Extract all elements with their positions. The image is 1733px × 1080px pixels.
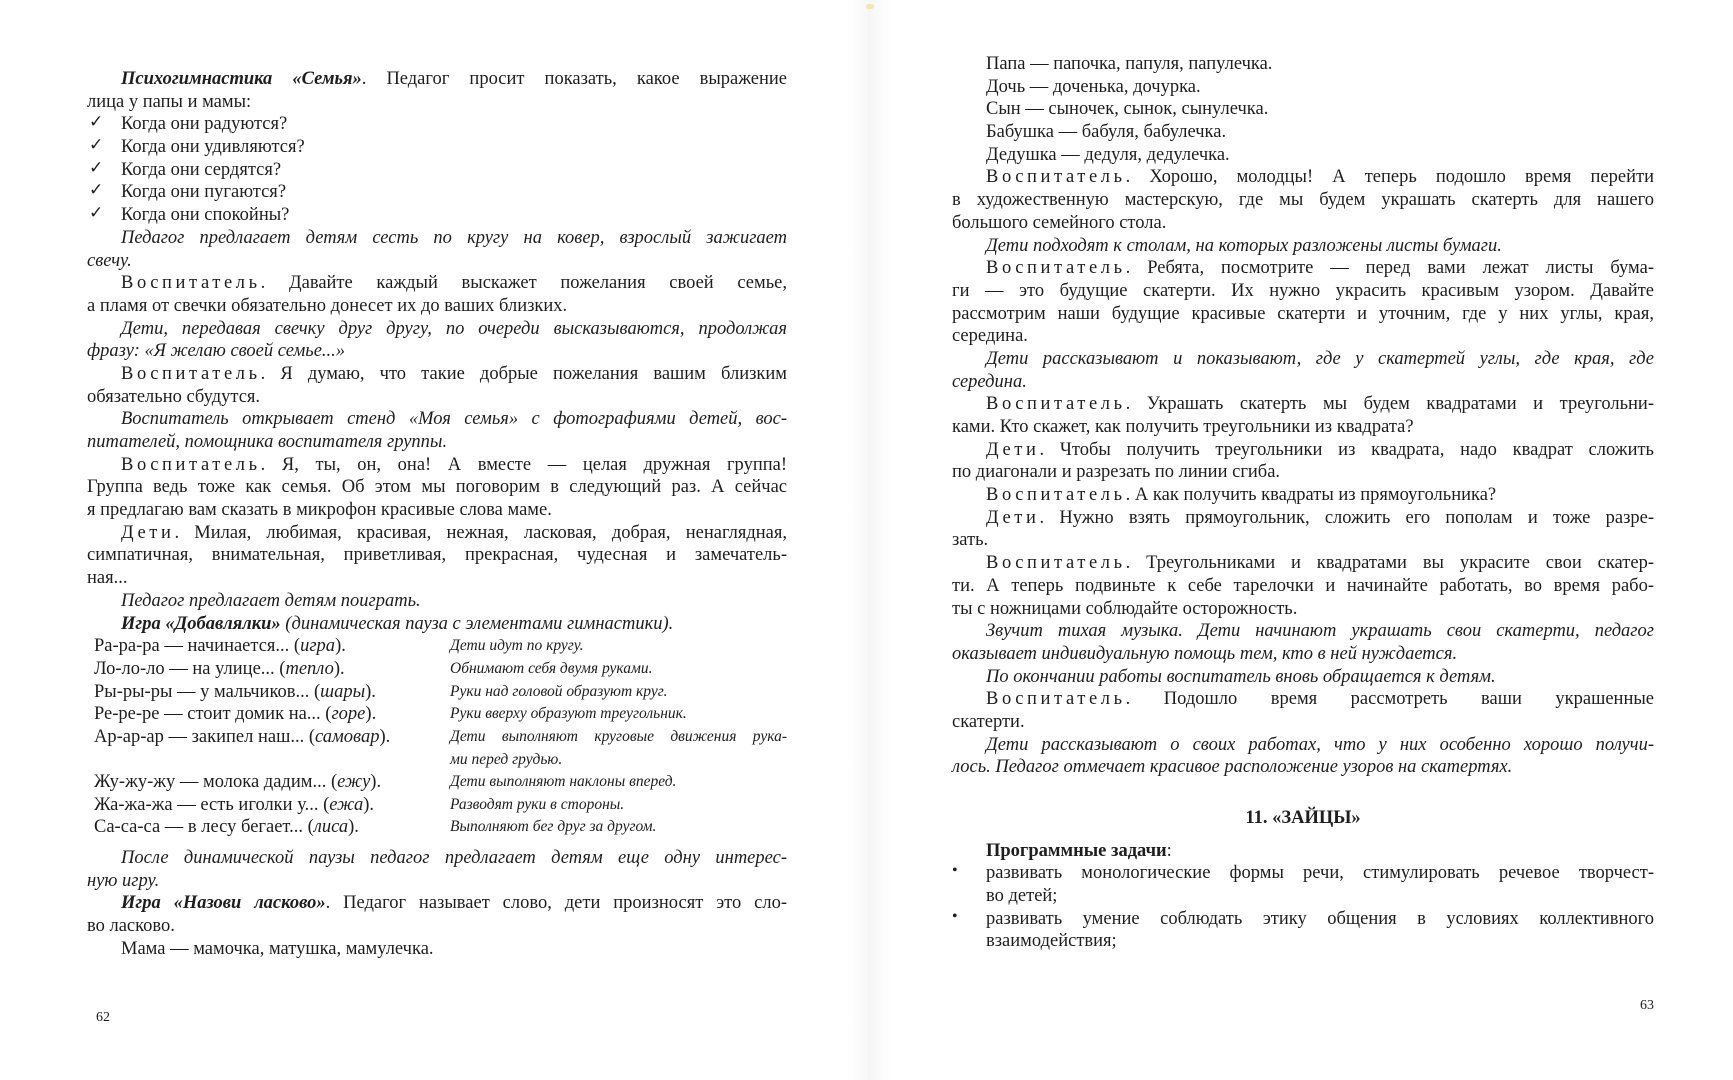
paragraph bbox=[87, 892, 787, 937]
text-line bbox=[952, 144, 1654, 167]
rhyme-row bbox=[87, 794, 787, 817]
paragraph bbox=[87, 454, 787, 522]
text-segment: симпатичная, внимательная, приветливая, прекрасная, чудесная и замечатель- bbox=[87, 545, 787, 566]
text-line bbox=[87, 476, 787, 499]
text-segment: Бабушка — бабуля, бабулечка. bbox=[986, 122, 1227, 143]
text-segment: . Милая, любимая, красивая, нежная, ласковая, добрая, ненаглядная, bbox=[174, 522, 787, 543]
text-segment: Папа — папочка, папуля, папулечка. bbox=[986, 54, 1273, 74]
rhyme-action bbox=[450, 726, 787, 771]
paragraph bbox=[952, 76, 1654, 99]
text-segment: Дети подходят к столам, на которых разложены листы бумаги. bbox=[986, 235, 1502, 256]
bold-lead: Программные задачи bbox=[986, 840, 1167, 861]
paragraph bbox=[952, 666, 1654, 689]
text-line bbox=[87, 340, 787, 363]
text-segment: Воспитатель открывает стенд «Моя семья» с фотографиями детей, вос- bbox=[121, 409, 787, 430]
paragraph bbox=[952, 121, 1654, 144]
speaker-label: Дети bbox=[986, 507, 1040, 528]
text-line bbox=[87, 91, 787, 114]
speaker-label: Воспитатель bbox=[986, 689, 1126, 710]
page-number-right: 63 bbox=[1640, 998, 1654, 1013]
paragraph bbox=[87, 522, 787, 590]
text-segment: . Нужно взять прямоугольник, сложить его пополам и тоже разре- bbox=[1039, 507, 1654, 528]
text-segment: во ласково. bbox=[87, 916, 175, 937]
paragraph bbox=[952, 840, 1654, 863]
verse-answer: игра bbox=[300, 636, 336, 657]
checkmark-icon: ✓ bbox=[89, 135, 104, 155]
scan-artifact bbox=[866, 4, 874, 9]
speaker-label: Воспитатель bbox=[986, 485, 1126, 506]
paragraph bbox=[952, 393, 1654, 438]
text-line bbox=[952, 575, 1654, 598]
text-segment: . Педагог просит показать, какое выражение bbox=[361, 69, 787, 89]
rhyme-row bbox=[87, 635, 787, 658]
verse-text: Са-са-са — в лесу бегает... ( bbox=[94, 817, 314, 838]
paragraph bbox=[952, 507, 1654, 552]
text-segment: ты с ножницами соблюдайте осторожность. bbox=[952, 598, 1298, 619]
text-line bbox=[952, 734, 1654, 757]
paragraph bbox=[87, 272, 787, 317]
verse-answer: горе bbox=[331, 704, 366, 725]
checklist-item bbox=[87, 136, 787, 159]
text-segment: ти. А теперь подвиньте к себе тарелочки и начинайте работать, во время рабо- bbox=[952, 575, 1654, 596]
text-line bbox=[952, 325, 1654, 348]
rhyme-row bbox=[87, 681, 787, 704]
verse-end: ). bbox=[370, 771, 382, 792]
bullet-icon: • bbox=[952, 907, 958, 925]
text-line bbox=[952, 212, 1654, 235]
text-line bbox=[87, 522, 787, 545]
verse-text: Ры-ры-ры — у мальчиков... ( bbox=[94, 681, 321, 702]
text-segment: середина. bbox=[952, 371, 1027, 392]
verse-answer: самовар bbox=[315, 726, 380, 747]
action-line: Дети выполняют круговые движения рука- bbox=[450, 727, 787, 745]
text-segment: фразу: «Я желаю своей семье...» bbox=[87, 341, 346, 362]
text-segment: (динамическая пауза с элементами гимнастики). bbox=[280, 613, 674, 634]
verse-answer: тепло bbox=[285, 658, 334, 679]
checklist-item bbox=[87, 159, 787, 182]
text-line bbox=[952, 439, 1654, 462]
speaker-label: Воспитатель bbox=[121, 454, 261, 475]
text-segment: Сын — сыночек, сынок, сынулечка. bbox=[986, 99, 1269, 120]
checklist-text: Когда они пугаются? bbox=[121, 182, 287, 203]
action-line: Руки вверху образуют треугольник. bbox=[450, 705, 687, 723]
checklist-item bbox=[87, 113, 787, 136]
text-segment: Дедушка — дедуля, дедулечка. bbox=[986, 144, 1230, 165]
speaker-label: Воспитатель bbox=[986, 394, 1126, 415]
paragraph bbox=[952, 144, 1654, 167]
text-segment: . Давайте каждый выскажет пожелания своей семье, bbox=[260, 273, 787, 294]
verse-end: ). bbox=[363, 794, 375, 815]
text-line bbox=[87, 250, 787, 273]
action-line: Дети идут по кругу. bbox=[450, 637, 584, 655]
text-segment: скатерти. bbox=[952, 711, 1025, 732]
rhyme-action bbox=[450, 703, 787, 726]
text-segment: ную игру. bbox=[87, 870, 160, 891]
paragraph bbox=[952, 484, 1654, 507]
text-line bbox=[952, 280, 1654, 303]
text-segment: . Я, ты, он, она! А вместе — целая дружная группа! bbox=[260, 454, 787, 475]
text-line bbox=[952, 711, 1654, 734]
verse-text: Жу-жу-жу — молока дадим... ( bbox=[94, 771, 338, 792]
page-left bbox=[87, 68, 787, 960]
checklist-item bbox=[87, 181, 787, 204]
text-line bbox=[952, 303, 1654, 326]
text-line bbox=[952, 756, 1654, 779]
text-segment: по диагонали и разрезать по линии сгиба. bbox=[952, 462, 1281, 483]
paragraph bbox=[952, 439, 1654, 484]
text-line bbox=[87, 272, 787, 295]
paragraph bbox=[952, 166, 1654, 234]
text-line bbox=[952, 507, 1654, 530]
speaker-label: Воспитатель bbox=[121, 363, 261, 384]
speaker-label: Воспитатель bbox=[986, 167, 1126, 188]
text-line bbox=[87, 68, 787, 91]
rhyme-action bbox=[450, 658, 787, 681]
book-spine bbox=[850, 0, 890, 1080]
text-line bbox=[87, 318, 787, 341]
verse-end: ). bbox=[365, 704, 377, 725]
text-line bbox=[87, 544, 787, 567]
text-segment: в художественную мастерскую, где мы будем украшать скатерть для нашего bbox=[952, 190, 1654, 211]
action-line: Обнимают себя двумя руками. bbox=[450, 659, 653, 677]
bold-lead: Игра «Добавлялки» bbox=[121, 613, 281, 634]
rhyme-row bbox=[87, 703, 787, 726]
verse-answer: ежу bbox=[337, 771, 371, 792]
action-line: Выполняют бег друг за другом. bbox=[450, 818, 657, 836]
text-line bbox=[952, 53, 1654, 76]
checkmark-icon: ✓ bbox=[89, 203, 104, 223]
rhyme-row bbox=[87, 726, 787, 771]
text-segment: ная... bbox=[87, 568, 128, 589]
paragraph bbox=[87, 227, 787, 272]
verse-answer: ежа bbox=[329, 794, 364, 815]
text-segment: я предлагаю вам сказать в микрофон красивые слова маме. bbox=[87, 500, 552, 521]
text-line bbox=[952, 371, 1654, 394]
text-line bbox=[87, 499, 787, 522]
text-segment: рассмотрим наши будущие красивые скатерти и уточним, где у них углы, края, bbox=[952, 303, 1654, 324]
checkmark-icon: ✓ bbox=[89, 180, 104, 200]
text-segment: : bbox=[1166, 840, 1172, 861]
checklist-text: Когда они сердятся? bbox=[121, 159, 282, 180]
text-line bbox=[952, 598, 1654, 621]
text-segment: Дети рассказывают о своих работах, что у них особенно хорошо получи- bbox=[986, 734, 1654, 755]
speaker-label: Воспитатель bbox=[986, 258, 1126, 279]
checklist-text: Когда они удивляются? bbox=[121, 137, 305, 158]
text-segment: Мама — мамочка, матушка, мамулечка. bbox=[121, 938, 434, 959]
paragraph bbox=[87, 938, 787, 961]
bold-lead: Психогимнастика «Семья» bbox=[121, 69, 362, 89]
rhyme-verse bbox=[94, 658, 345, 681]
text-line bbox=[952, 552, 1654, 575]
text-line bbox=[87, 567, 787, 590]
text-segment: а пламя от свечки обязательно донесет их до ваших близких. bbox=[87, 295, 568, 316]
paragraph bbox=[952, 348, 1654, 393]
paragraph bbox=[87, 847, 787, 892]
paragraph bbox=[87, 408, 787, 453]
text-segment: . Педагог называет слово, дети произносят это сло- bbox=[325, 893, 787, 914]
text-line bbox=[952, 393, 1654, 416]
paragraph bbox=[87, 613, 787, 636]
bullet-line: во детей; bbox=[986, 886, 1058, 907]
text-segment: лось. Педагог отмечает красивое расположение узоров на скатертях. bbox=[952, 757, 1513, 778]
paragraph bbox=[952, 235, 1654, 258]
verse-text: Ра-ра-ра — начинается... ( bbox=[94, 636, 301, 657]
checklist-text: Когда они радуются? bbox=[121, 114, 288, 135]
checklist-text: Когда они спокойны? bbox=[121, 205, 290, 226]
paragraph bbox=[87, 68, 787, 113]
text-segment: . А как получить квадраты из прямоугольника? bbox=[1125, 485, 1497, 506]
rhyme-verse bbox=[94, 703, 376, 726]
text-line bbox=[952, 620, 1654, 643]
rhyme-verse bbox=[94, 771, 381, 794]
text-segment: Дети рассказывают и показывают, где у скатертей углы, где края, где bbox=[986, 348, 1654, 369]
text-line bbox=[87, 386, 787, 409]
paragraph bbox=[952, 734, 1654, 779]
bold-lead: Игра «Назови ласково» bbox=[121, 893, 326, 914]
text-line bbox=[87, 431, 787, 454]
text-segment: обязательно сбудутся. bbox=[87, 386, 261, 407]
text-line bbox=[952, 643, 1654, 666]
verse-end: ). bbox=[379, 726, 391, 747]
verse-text: Ар-ар-ар — закипел наш... ( bbox=[94, 726, 315, 747]
rhyme-action bbox=[450, 635, 787, 658]
page-number-left: 62 bbox=[96, 1010, 110, 1025]
action-line: ми перед грудью. bbox=[450, 750, 563, 768]
text-segment: ги — это будущие скатерти. Их нужно украсить красивым узором. Давайте bbox=[952, 280, 1654, 301]
bullet-icon: • bbox=[952, 862, 958, 880]
text-line bbox=[87, 847, 787, 870]
text-segment: середина. bbox=[952, 326, 1028, 347]
bullet-line: развивать умение соблюдать этику общения в условиях коллективного bbox=[986, 908, 1654, 929]
verse-end: ). bbox=[333, 658, 345, 679]
bullet-item bbox=[952, 908, 1654, 953]
text-segment: . Чтобы получить треугольники из квадрата, надо квадрат сложить bbox=[1039, 439, 1654, 460]
paragraph bbox=[87, 590, 787, 613]
text-line bbox=[952, 121, 1654, 144]
checklist-item bbox=[87, 204, 787, 227]
text-segment: большого семейного стола. bbox=[952, 212, 1167, 233]
text-segment: После динамической паузы педагог предлагает детям еще одну интерес- bbox=[121, 848, 787, 868]
checkmark-icon: ✓ bbox=[89, 112, 104, 132]
text-segment: Группа ведь тоже как семья. Об этом мы поговорим в следующий раз. А сейчас bbox=[87, 477, 787, 498]
paragraph bbox=[952, 53, 1654, 76]
text-line bbox=[87, 408, 787, 431]
rhyme-action bbox=[450, 816, 787, 839]
text-line bbox=[952, 484, 1654, 507]
paragraph bbox=[952, 620, 1654, 665]
text-segment: . Подошло время рассмотреть ваши украшенные bbox=[1125, 689, 1654, 710]
text-line bbox=[952, 666, 1654, 689]
text-segment: Звучит тихая музыка. Дети начинают украшать свои скатерти, педагог bbox=[986, 621, 1654, 642]
text-segment: . Я думаю, что такие добрые пожелания вашим близким bbox=[260, 363, 787, 384]
text-line bbox=[87, 938, 787, 961]
rhyme-row bbox=[87, 816, 787, 839]
rhyme-verse bbox=[94, 681, 376, 704]
text-segment: . Ребята, посмотрите — перед вами лежат листы бума- bbox=[1125, 258, 1654, 279]
text-line bbox=[87, 227, 787, 250]
text-line bbox=[952, 461, 1654, 484]
text-segment: питателей, помощника воспитателя группы. bbox=[87, 432, 448, 452]
rhyme-row bbox=[87, 658, 787, 681]
text-line bbox=[952, 348, 1654, 371]
text-line bbox=[87, 870, 787, 893]
verse-text: Жа-жа-жа — есть иголки у... ( bbox=[94, 794, 330, 815]
text-line bbox=[952, 416, 1654, 439]
paragraph bbox=[952, 257, 1654, 348]
speaker-label: Воспитатель bbox=[986, 553, 1126, 574]
text-line bbox=[87, 363, 787, 386]
text-segment: . Треугольниками и квадратами вы украсите свои скатер- bbox=[1125, 553, 1654, 574]
paragraph bbox=[952, 688, 1654, 733]
speaker-label: Воспитатель bbox=[121, 273, 261, 294]
text-line bbox=[952, 688, 1654, 711]
text-line bbox=[87, 295, 787, 318]
action-line: Дети выполняют наклоны вперед. bbox=[450, 772, 677, 790]
rhyme-verse bbox=[94, 726, 390, 749]
spacer bbox=[87, 839, 787, 847]
text-line bbox=[952, 235, 1654, 258]
text-line bbox=[87, 915, 787, 938]
section-heading: 11. «ЗАЙЦЫ» bbox=[1245, 808, 1361, 828]
text-segment: По окончании работы воспитатель вновь обращается к детям. bbox=[986, 666, 1496, 687]
paragraph bbox=[87, 363, 787, 408]
page-right bbox=[952, 53, 1654, 953]
verse-text: Ре-ре-ре — стоит домик на... ( bbox=[94, 704, 332, 725]
rhyme-action bbox=[450, 794, 787, 817]
action-line: Разводят руки в стороны. bbox=[450, 795, 625, 813]
bullet-line: взаимодействия; bbox=[986, 931, 1117, 952]
text-segment: ками. Кто скажет, как получить треугольники из квадрата? bbox=[952, 417, 1414, 437]
rhyme-action bbox=[450, 681, 787, 704]
text-segment: свечу. bbox=[87, 250, 132, 271]
text-segment: лица у папы и мамы: bbox=[87, 91, 252, 112]
paragraph bbox=[952, 98, 1654, 121]
text-line bbox=[87, 613, 787, 636]
bullet-line: развивать монологические формы речи, стимулировать речевое творчест- bbox=[986, 863, 1654, 884]
verse-answer: шары bbox=[320, 681, 366, 702]
verse-answer: лиса bbox=[313, 817, 349, 838]
rhyme-verse bbox=[94, 816, 359, 839]
text-line bbox=[952, 166, 1654, 189]
paragraph bbox=[87, 318, 787, 363]
checkmark-icon: ✓ bbox=[89, 157, 104, 177]
text-segment: оказывает индивидуальную помощь тем, кто в ней нуждается. bbox=[952, 643, 1458, 664]
rhyme-verse bbox=[94, 635, 346, 658]
text-segment: . Украшать скатерть мы будем квадратами и треугольни- bbox=[1125, 394, 1654, 415]
text-line bbox=[952, 189, 1654, 212]
text-line bbox=[952, 98, 1654, 121]
verse-end: ). bbox=[348, 817, 359, 838]
text-line bbox=[952, 529, 1654, 552]
paragraph bbox=[952, 552, 1654, 620]
text-segment: Педагог предлагает детям сесть по кругу на ковер, взрослый зажигает bbox=[121, 227, 787, 248]
speaker-label: Дети bbox=[121, 522, 175, 543]
text-line bbox=[952, 76, 1654, 99]
text-line bbox=[952, 840, 1654, 863]
text-segment: зать. bbox=[952, 530, 989, 551]
verse-text: Ло-ло-ло — на улице... ( bbox=[94, 658, 286, 679]
action-line: Руки над головой образуют круг. bbox=[450, 682, 668, 700]
text-line bbox=[87, 590, 787, 613]
text-segment: . Хорошо, молодцы! А теперь подошло время перейти bbox=[1125, 167, 1654, 188]
text-segment: Педагог предлагает детям поиграть. bbox=[121, 590, 421, 611]
verse-end: ). bbox=[365, 681, 376, 702]
text-segment: Дети, передавая свечку друг другу, по очереди высказываются, продолжая bbox=[121, 318, 787, 339]
text-line bbox=[87, 454, 787, 477]
rhyme-row bbox=[87, 771, 787, 794]
rhyme-action bbox=[450, 771, 787, 794]
verse-end: ). bbox=[335, 636, 346, 657]
speaker-label: Дети bbox=[986, 439, 1040, 460]
bullet-item bbox=[952, 862, 1654, 907]
rhyme-verse bbox=[94, 794, 374, 817]
text-line bbox=[87, 892, 787, 915]
text-line bbox=[952, 257, 1654, 280]
text-segment: Дочь — доченька, дочурка. bbox=[986, 76, 1201, 97]
